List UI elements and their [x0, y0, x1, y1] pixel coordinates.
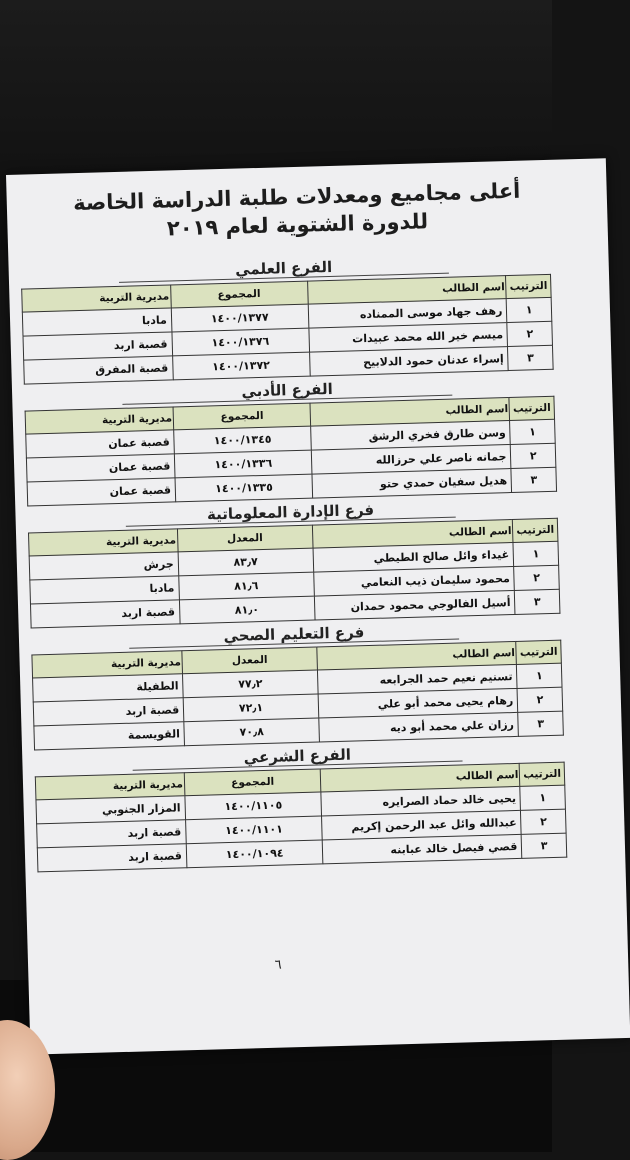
cell-score: ١٤٠٠/١٠٩٤: [186, 840, 323, 868]
cell-score: ١٤٠٠/١٣٧٢: [172, 352, 309, 380]
page-number: ٦: [274, 957, 282, 973]
cell-name: محمود سليمان ذيب النعامي: [313, 566, 514, 596]
cell-name: تسنيم نعيم حمد الجرابعه: [317, 664, 517, 694]
page-title: أعلى مجاميع ومعدلات طلبة الدراسة الخاصة: [72, 178, 521, 216]
cell-score: ١٤٠٠/١٣٣٦: [175, 450, 313, 478]
cell-rank: ١: [517, 663, 562, 688]
cell-directorate: قصبة اربد: [37, 820, 186, 848]
header-score: المجموع: [173, 403, 311, 430]
cell-rank: ٣: [511, 467, 556, 492]
table-sharia: [35, 762, 567, 873]
cell-directorate: القويسمة: [34, 722, 185, 750]
header-name: اسم الطالب: [307, 276, 506, 305]
cell-score: ١٤٠٠/١١٠٥: [185, 792, 322, 820]
cell-score: ١٤٠٠/١٣٣٥: [175, 474, 313, 502]
table-scientific: [21, 274, 553, 385]
cell-rank: ١: [510, 419, 555, 444]
table-literary: [25, 396, 557, 507]
cell-directorate: قصبة اربد: [37, 844, 186, 872]
cell-directorate: قصبة عمان: [26, 430, 175, 458]
cell-directorate: قصبة عمان: [27, 478, 176, 506]
cell-score: ٨١٫٦: [178, 572, 314, 600]
cell-name: جمانه ناصر علي حرزالله: [312, 445, 512, 475]
table-health: [31, 640, 563, 751]
cell-rank: ٢: [521, 809, 566, 834]
page-subtitle: للدورة الشتوية لعام ٢٠١٩: [166, 209, 429, 241]
cell-name: وسن طارق فخري الرشق: [311, 421, 511, 451]
cell-rank: ١: [520, 785, 565, 810]
header-score: المعدل: [182, 647, 317, 674]
section-title-literary: الفرع الأدبي: [122, 377, 452, 405]
header-directorate: مديرية التربية: [35, 773, 184, 800]
cell-rank: ٣: [522, 833, 567, 858]
header-rank: الترتيب: [506, 274, 551, 298]
header-rank: الترتيب: [513, 518, 558, 542]
cell-rank: ٢: [507, 321, 552, 346]
cell-score: ١٤٠٠/١١٠١: [185, 816, 322, 844]
header-rank: الترتيب: [509, 396, 554, 420]
cell-rank: ٢: [514, 565, 559, 590]
cell-rank: ٣: [508, 345, 553, 370]
table-info-management: [28, 518, 560, 629]
header-rank: الترتيب: [520, 762, 565, 786]
cell-score: ٧٧٫٢: [183, 670, 318, 698]
cell-name: هديل سفيان حمدي حتو: [312, 469, 512, 499]
cell-name: أسيل الفالوجي محمود حمدان: [314, 590, 515, 620]
cell-name: إسراء عدنان حمود الدلابيح: [309, 347, 508, 377]
cell-directorate: مادبا: [30, 576, 179, 604]
cell-directorate: جرش: [29, 552, 178, 580]
cell-directorate: قصبة عمان: [26, 454, 175, 482]
cell-directorate: المزار الجنوبي: [36, 796, 185, 824]
section-title-health: فرع التعليم الصحي: [129, 621, 459, 649]
cell-score: ١٤٠٠/١٣٤٥: [174, 426, 312, 454]
cell-rank: ٣: [518, 711, 563, 736]
cell-directorate: مادبا: [22, 308, 171, 336]
header-directorate: مديرية التربية: [25, 407, 174, 434]
cell-name: عبدالله وائل عبد الرحمن إكريم: [322, 810, 522, 840]
cell-name: غيداء وائل صالح الطيطي: [313, 542, 514, 572]
cell-name: يحيى خالد حماد الصرايره: [321, 786, 521, 816]
cell-rank: ٣: [515, 589, 560, 614]
cell-name: ميسم خير الله محمد عبيدات: [308, 323, 507, 353]
cell-directorate: قصبة المفرق: [24, 356, 173, 384]
cell-rank: ١: [513, 541, 558, 566]
header-name: اسم الطالب: [317, 641, 517, 670]
header-name: اسم الطالب: [312, 519, 513, 548]
cell-rank: ١: [507, 297, 552, 322]
header-rank: الترتيب: [516, 640, 561, 664]
section-title-sharia: الفرع الشرعي: [132, 742, 462, 770]
cell-score: ٨٣٫٧: [178, 548, 314, 576]
header-name: اسم الطالب: [321, 763, 521, 792]
cell-name: رزان علي محمد أبو ديه: [319, 712, 519, 742]
cell-rank: ٢: [517, 687, 562, 712]
cell-directorate: قصبة اربد: [30, 600, 179, 628]
cell-directorate: الطفيلة: [33, 674, 184, 702]
section-title-info-management: فرع الإدارة المعلوماتية: [125, 499, 455, 527]
section-title-scientific: الفرع العلمي: [119, 255, 449, 283]
cell-name: رهام يحيى محمد أبو علي: [318, 688, 518, 718]
cell-directorate: قصبة اربد: [23, 332, 172, 360]
cell-score: ١٤٠٠/١٣٧٧: [171, 304, 308, 332]
page-content: [6, 160, 576, 1055]
cell-score: ٧٠٫٨: [184, 718, 319, 746]
cell-name: قصي فيصل خالد عبابنه: [323, 834, 523, 864]
header-name: اسم الطالب: [310, 398, 510, 427]
cell-directorate: قصبة اربد: [33, 698, 184, 726]
header-score: المعدل: [177, 525, 313, 552]
header-directorate: مديرية التربية: [29, 529, 178, 556]
cell-score: ٨١٫٠: [179, 596, 315, 624]
header-directorate: مديرية التربية: [22, 285, 171, 312]
cell-score: ١٤٠٠/١٣٧٦: [172, 328, 309, 356]
cell-rank: ٢: [511, 443, 556, 468]
header-score: المجموع: [184, 769, 321, 796]
cell-name: رهف جهاد موسى الممناده: [308, 299, 507, 329]
cell-score: ٧٢٫١: [183, 694, 318, 722]
printed-page: [6, 158, 630, 1054]
header-directorate: مديرية التربية: [32, 651, 183, 678]
header-score: المجموع: [170, 281, 307, 308]
